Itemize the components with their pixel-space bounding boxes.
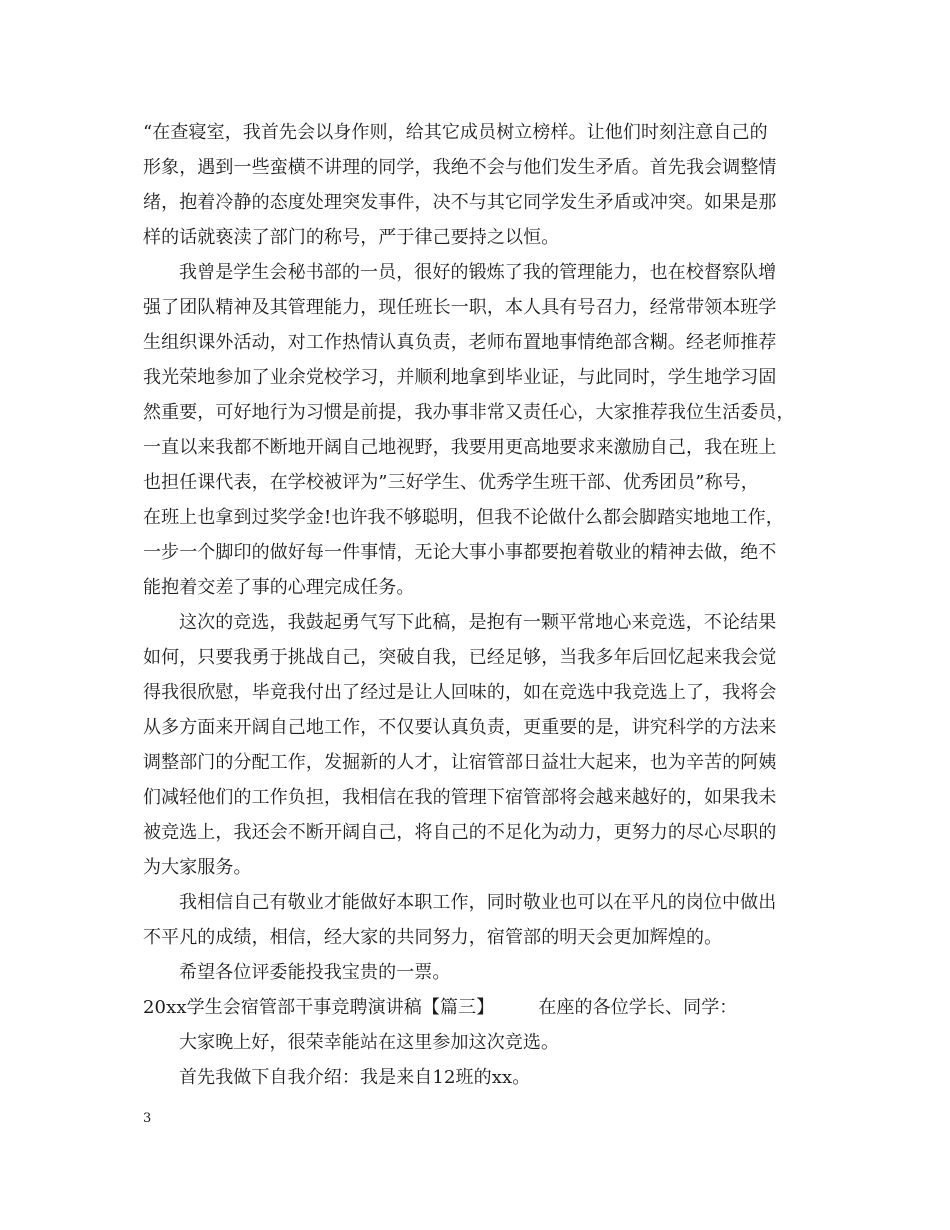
text-line: 形象，遇到一些蛮横不讲理的同学，我绝不会与他们发生矛盾。首先我会调整情 (143, 157, 777, 178)
text-line: 们减轻他们的工作负担，我相信在我的管理下宿管部将会越来越好的，如果我未 (143, 787, 777, 808)
text-line: 也担任课代表，在学校被评为”三好学生、优秀学生班干部、优秀团员”称号， (143, 472, 759, 493)
text-line: 生组织课外活动，对工作热情认真负责，老师布置地事情绝部含糊。经老师推荐 (143, 332, 777, 353)
closing-lines (143, 1025, 823, 1095)
text-line: 绪，抱着冷静的态度处理突发事件，决不与其它同学发生矛盾或冲突。如果是那 (143, 192, 777, 213)
section-heading-line (143, 990, 823, 1025)
text-line: 大家晚上好，很荣幸能站在这里参加这次竞选。 (179, 1032, 560, 1053)
text-line: “在查寝室，我首先会以身作则，给其它成员树立榜样。让他们时刻注意自己的 (143, 122, 768, 143)
text-line: 不平凡的成绩，相信，经大家的共同努力，宿管部的明天会更加辉煌的。 (143, 927, 723, 948)
section-title: 20xx学生会宿管部干事竞聘演讲稿【篇三】 (143, 997, 495, 1018)
text-line: 得我很欣慰，毕竟我付出了经过是让人回味的，如在竞选中我竞选上了，我将会 (143, 682, 777, 703)
text-line: 一步一个脚印的做好每一件事情，无论大事小事都要抱着敬业的精神去做，绝不 (143, 542, 777, 563)
text-line: 从多方面来开阔自己地工作，不仅要认真负责，更重要的是，讲究科学的方法来 (143, 717, 777, 738)
body-text (143, 115, 823, 1095)
text-line: 首先我做下自我介绍：我是来自12班的xx。 (179, 1067, 531, 1088)
text-line: 为大家服务。 (143, 857, 252, 878)
text-line: 调整部门的分配工作，发掘新的人才，让宿管部日益壮大起来，也为辛苦的阿姨 (143, 752, 777, 773)
text-line: 我曾是学生会秘书部的一员，很好的锻炼了我的管理能力，也在校督察队增 (179, 262, 777, 283)
text-line: 我相信自己有敬业才能做好本职工作，同时敬业也可以在平凡的岗位中做出 (179, 892, 777, 913)
text-line: 这次的竞选，我鼓起勇气写下此稿，是抱有一颗平常地心来竞选，不论结果 (179, 612, 777, 633)
text-line: 强了团队精神及其管理能力，现任班长一职，本人具有号召力，经常带领本班学 (143, 297, 777, 318)
text-line: 被竞选上，我还会不断开阔自己，将自己的不足化为动力，更努力的尽心尽职的 (143, 822, 777, 843)
text-line: 能抱着交差了事的心理完成任务。 (143, 577, 415, 598)
text-line: 希望各位评委能投我宝贵的一票。 (179, 962, 451, 983)
paragraph-lines (143, 115, 823, 990)
text-line: 如何，只要我勇于挑战自己，突破自我，已经足够，当我多年后回忆起来我会觉 (143, 647, 777, 668)
text-line: 一直以来我都不断地开阔自己地视野，我要用更高地要求来激励自己，我在班上 (143, 437, 777, 458)
text-line: 我光荣地参加了业余党校学习，并顺利地拿到毕业证，与此同时，学生地学习固 (143, 367, 777, 388)
greeting: 在座的各位学长、同学： (538, 997, 738, 1018)
text-line: 然重要，可好地行为习惯是前提，我办事非常又责任心，大家推荐我位生活委员， (143, 402, 795, 423)
text-line: 样的话就亵渎了部门的称号，严于律己要持之以恒。 (143, 227, 560, 248)
page-number: 3 (143, 1111, 152, 1126)
text-line: 在班上也拿到过奖学金!也许我不够聪明，但我不论做什么都会脚踏实地地工作， (143, 507, 784, 528)
